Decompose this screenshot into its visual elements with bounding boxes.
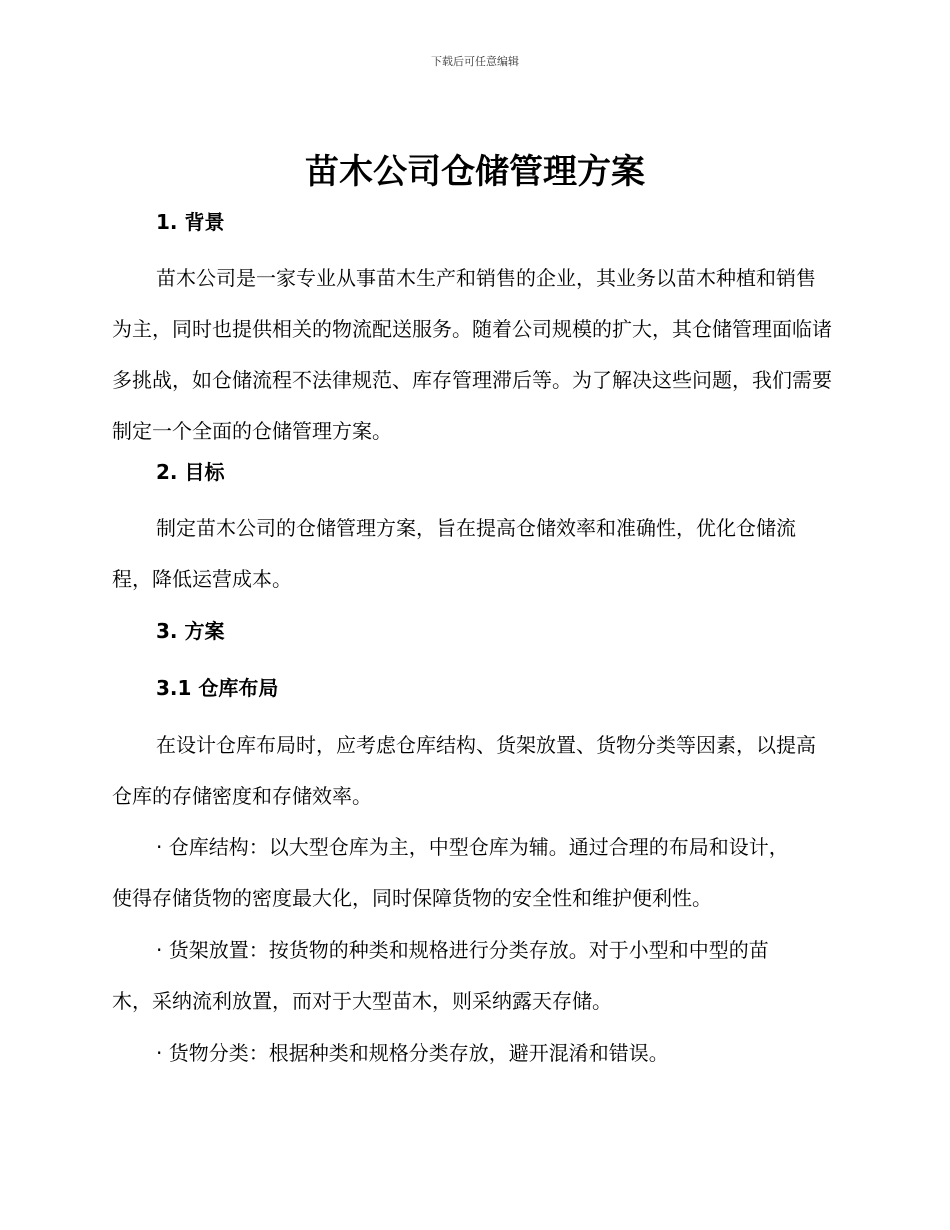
bullet-item-warehouse-structure: · 仓库结构：以大型仓库为主，中型仓库为辅。通过合理的布局和设计，使得存储货物的密度最大化，同时保障货物的安全性和维护便利性。 <box>112 835 789 910</box>
section-heading-goal: 2. 目标 <box>156 460 225 484</box>
subsection-heading-layout: 3.1 仓库布局 <box>156 676 279 700</box>
document-title: 苗木公司仓储管理方案 <box>305 152 645 192</box>
bullet-item-goods-classification: · 货物分类：根据种类和规格分类存放，避开混淆和错误。 <box>156 1041 669 1065</box>
header-note: 下载后可任意编辑 <box>431 55 519 68</box>
section-heading-plan: 3. 方案 <box>156 619 225 643</box>
bullet-item-shelf-placement: · 货架放置：按货物的种类和规格进行分类存放。对于小型和中型的苗木，采纳流利放置，而对于大型苗木，则采纳露天存储。 <box>112 938 769 1013</box>
section-heading-background: 1. 背景 <box>156 210 225 234</box>
goal-paragraph: 制定苗木公司的仓储管理方案，旨在提高仓储效率和准确性，优化仓储流程，降低运营成本。 <box>112 516 796 591</box>
layout-paragraph: 在设计仓库布局时，应考虑仓库结构、货架放置、货物分类等因素，以提高仓库的存储密度和存储效率。 <box>112 733 816 808</box>
background-paragraph: 苗木公司是一家专业从事苗木生产和销售的企业，其业务以苗木种植和销售为主，同时也提供相关的物流配送服务。随着公司规模的扩大，其仓储管理面临诸多挑战，如仓储流程不法律规范、库存管理滞后等。为了解决这些问题，我们需要制定一个全面的仓储管理方案。 <box>112 266 832 443</box>
